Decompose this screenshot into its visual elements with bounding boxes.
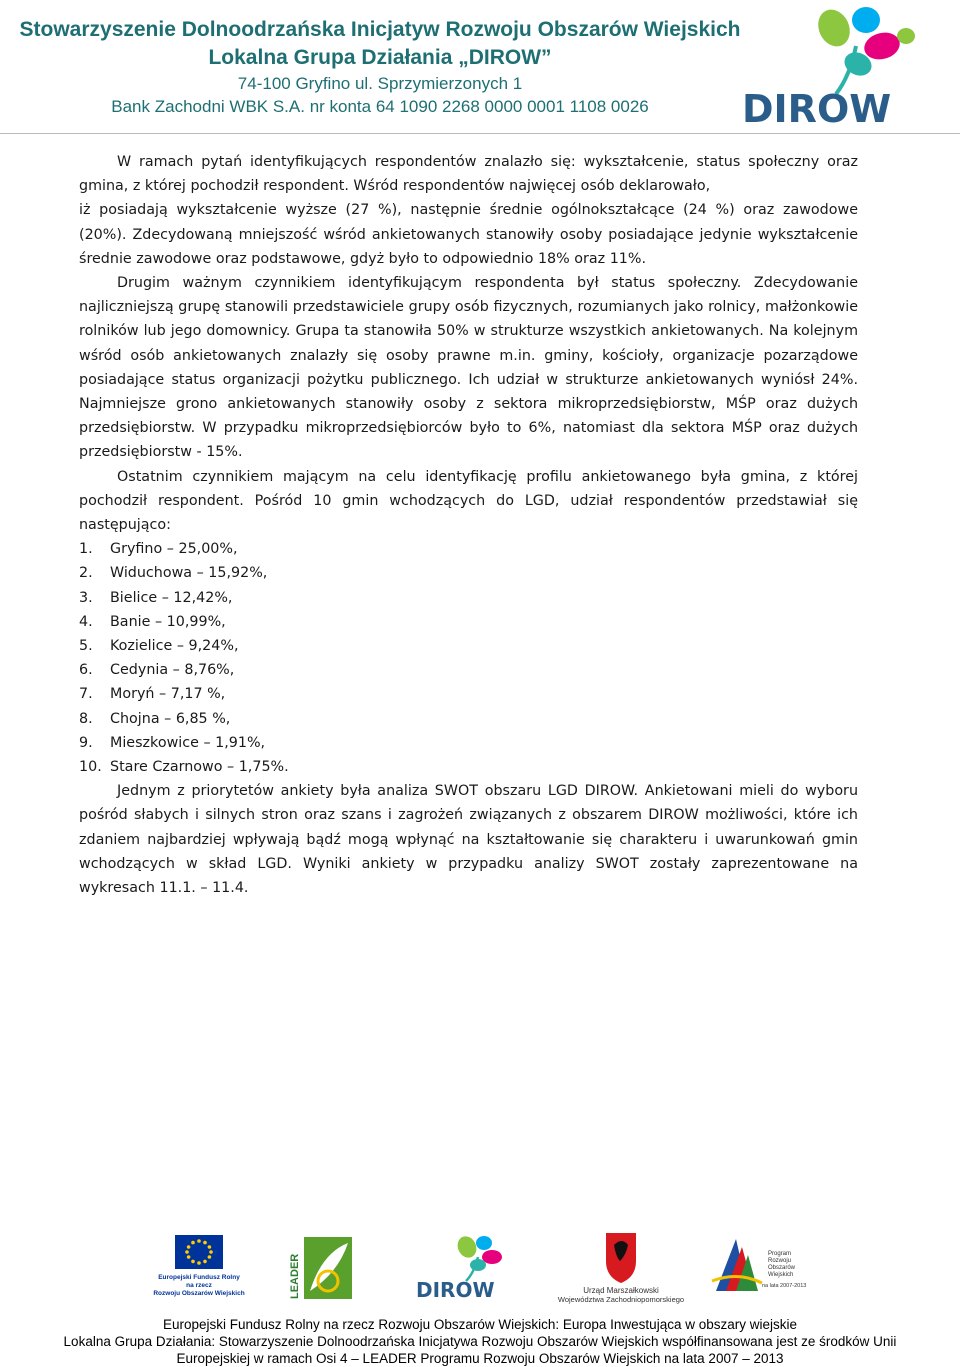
lgd-name: Lokalna Grupa Działania „DIROW” [208, 46, 552, 69]
list-item: 3. Bielice – 12,42%, [79, 589, 233, 606]
prow-flag-icon [712, 1239, 762, 1291]
paragraph-education-intro: W ramach pytań identyfikujących respondentów znalazło się: wykształcenie, status społeczny oraz gmina, z której pochodził respondent. Wśród respondentów najwięcej osób deklarowało, [79, 154, 858, 195]
list-item: 2. Widuchowa – 15,92%, [79, 565, 268, 582]
list-item: 7. Moryń – 7,17 %, [79, 686, 226, 703]
address: 74-100 Gryfino ul. Sprzymierzonych 1 [237, 74, 523, 93]
eu-flag-logo [153, 1235, 245, 1299]
header-divider [0, 133, 960, 134]
clover-icon [812, 4, 915, 94]
leader-logo [288, 1233, 354, 1303]
dirow-footer-logo [412, 1235, 512, 1301]
organization-name: Stowarzyszenie Dolnoodrzańska Inicjatyw Rozwoju Obszarów Wiejskich [19, 18, 741, 41]
paragraph-municipality: Ostatnim czynnikiem mającym na celu identyfikację profilu ankietowanego była gmina, z której pochodził respondent. Pośród 10 gmin wchodzących do LGD, udział respondentów przedstawiał się następująco: [79, 468, 858, 534]
clover-icon [454, 1233, 502, 1281]
letterhead [0, 0, 960, 136]
dirow-logo-text: DIROW [742, 87, 892, 131]
document-body [79, 150, 858, 900]
list-item: 6. Cedynia – 8,76%, [79, 662, 235, 679]
paragraph-swot: Jednym z priorytetów ankiety była analiza SWOT obszaru LGD DIROW. Ankietowani mieli do wyboru pośród słabych i silnych stron oraz szans i zagrożeń związanych z obszarem DIROW możliwości, które ich zdaniem najbardziej wpływają bądź mogą wpłynąć na kształtowanie się charakteru i uwarunkowań gmin wchodzących w skład LGD. Wyniki ankiety w przypadku analizy SWOT zostały zaprezentowane na wykresach 11.1. – 11.4. [79, 783, 858, 897]
svg-text:na rzecz: na rzecz [186, 1282, 212, 1289]
svg-text:Rozwoju Obszarów Wiejskich: Rozwoju Obszarów Wiejskich [153, 1290, 245, 1297]
list-item: 4. Banie – 10,99%, [79, 613, 226, 630]
svg-text:na lata 2007-2013: na lata 2007-2013 [762, 1283, 807, 1289]
letterhead-text [0, 16, 760, 118]
svg-text:Wiejskich: Wiejskich [768, 1272, 794, 1278]
svg-text:Obszarów: Obszarów [768, 1265, 796, 1271]
dirow-logo [738, 6, 938, 131]
svg-text:Urząd Marszałkowski: Urząd Marszałkowski [583, 1286, 659, 1295]
svg-text:Program: Program [768, 1251, 792, 1257]
list-item: 1. Gryfino – 25,00%, [79, 541, 238, 558]
svg-text:LEADER: LEADER [289, 1253, 301, 1299]
footer-line-3: Europejskiej w ramach Osi 4 – LEADER Programu Rozwoju Obszarów Wiejskich na lata 2007 – 2013 [176, 1351, 784, 1366]
footer-line-1: Europejski Fundusz Rolny na rzecz Rozwoju Obszarów Wiejskich: Europa Inwestująca w obszary wiejskie [162, 1317, 797, 1332]
municipality-list [79, 537, 858, 779]
footer-logos [0, 1225, 960, 1305]
svg-text:Województwa Zachodniopomorskie: Województwa Zachodniopomorskiego [557, 1295, 685, 1304]
svg-text:DIROW: DIROW [416, 1278, 495, 1302]
svg-text:Rozwoju: Rozwoju [768, 1258, 792, 1264]
bank-account: Bank Zachodni WBK S.A. nr konta 64 1090 2268 0000 0001 1108 0026 [111, 97, 649, 116]
prow-logo [708, 1231, 807, 1303]
footer [0, 1316, 960, 1367]
footer-line-2: Lokalna Grupa Działania: Stowarzyszenie Dolnoodrzańska Inicjatywa Rozwoju Obszarów Wiejskich współfinansowana jest ze środków Unii [63, 1334, 897, 1349]
list-item: 8. Chojna – 6,85 %, [79, 710, 231, 727]
svg-text:Europejski Fundusz Rolny: Europejski Fundusz Rolny [158, 1274, 240, 1281]
urzad-marszalkowski-logo [556, 1231, 686, 1303]
list-item: 10. Stare Czarnowo – 1,75%. [79, 759, 289, 776]
paragraph-education-results: iż posiadają wykształcenie wyższe (27 %), następnie średnie ogólnokształcące (24 %) oraz zawodowe (20%). Zdecydowaną mniejszość wśród ankietowanych stanowiły osoby posiadające jedynie wykształcenie średnie zawodowe oraz podstawowe, gdyż było to odpowiednio 18% oraz 11%. [79, 202, 858, 267]
list-item: 9. Mieszkowice – 1,91%, [79, 734, 266, 751]
list-item: 5. Kozielice – 9,24%, [79, 638, 239, 655]
paragraph-social-status: Drugim ważnym czynnikiem identyfikującym respondenta był status społeczny. Zdecydowanie najliczniejszą grupę stanowili przedstawiciele grupy osób fizycznych, rozumianych jako rolnicy, małżonkowie rolników lub jego domownicy. Grupa ta stanowiła 50% w strukturze wszystkich ankietowanych. Na kolejnym wśród osób ankietowanych znalazły się osoby prawne m.in. gminy, kościoły, organizacje pozarządowe posiadające status organizacji pożytku publicznego. Ich udział w strukturze ankietowanych wyniósł 24%. Najmniejsze grono ankietowanych stanowiły osoby z sektora mikroprzedsiębiorstw, MŚP oraz dużych przedsiębiorstw. W przypadku mikroprzedsiębiorców było to 6%, natomiast dla sektora MŚP oraz dużych przedsiębiorstw - 15%. [79, 275, 858, 461]
